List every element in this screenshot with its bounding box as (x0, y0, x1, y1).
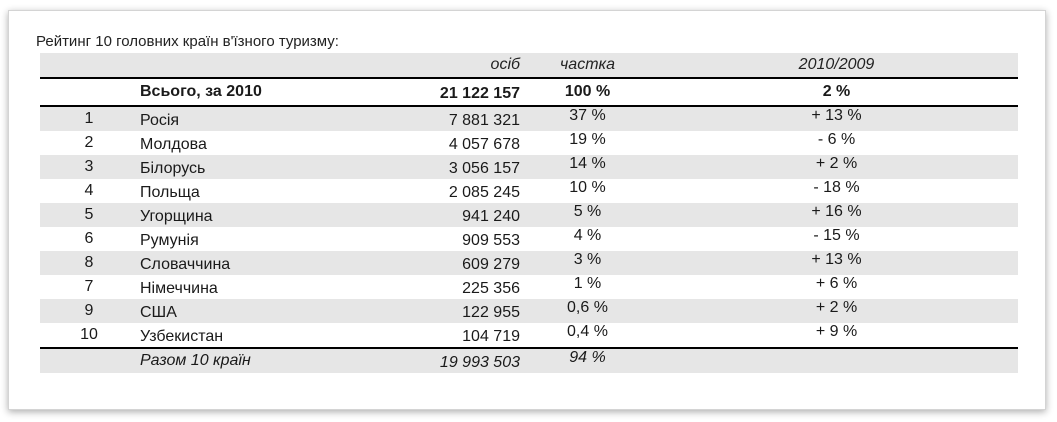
row-share-text: 4 % (573, 227, 602, 244)
header-cell-rank (40, 53, 138, 78)
row-change (655, 203, 1018, 227)
row-country (138, 251, 390, 275)
row-change (655, 131, 1018, 155)
table-row (40, 251, 1018, 275)
header-persons: осіб (390, 53, 520, 78)
row-rank: 9 (40, 299, 138, 323)
row-rank: 7 (84, 278, 94, 295)
row-persons-text: 7 881 321 (448, 112, 520, 129)
row-persons-text: 909 553 (462, 232, 520, 249)
total-persons (390, 78, 520, 106)
row-country-text: Німеччина (140, 280, 218, 297)
row-share-text: 37 % (569, 107, 606, 124)
row-persons-text: 225 356 (462, 280, 520, 297)
total-label: Всього, за 2010 (138, 78, 390, 106)
total-share: 100 % (520, 78, 655, 106)
row-share (520, 131, 655, 155)
row-persons (390, 106, 520, 131)
row-persons (390, 299, 520, 323)
row-persons (390, 251, 520, 275)
row-change-text: - 18 % (813, 179, 860, 196)
row-country (138, 106, 390, 131)
row-change (655, 227, 1018, 251)
row-country (138, 323, 390, 348)
total-persons-value: 21 122 157 (439, 85, 520, 102)
row-country-text: США (140, 304, 177, 321)
row-share-text: 1 % (573, 275, 602, 292)
row-change (655, 251, 1018, 275)
row-persons-text: 3 056 157 (448, 160, 520, 177)
table-row (40, 203, 1018, 227)
row-country (138, 155, 390, 179)
row-country (138, 275, 390, 299)
summary-row (40, 348, 1018, 373)
row-country-text: Румунія (140, 232, 199, 249)
row-persons (390, 323, 520, 348)
row-change (655, 179, 1018, 203)
row-rank: 1 (40, 106, 138, 131)
row-country (138, 227, 390, 251)
table-row (40, 106, 1018, 131)
header-row (40, 53, 1018, 78)
table-row (40, 155, 1018, 179)
row-share-text: 14 % (569, 155, 606, 172)
row-rank: 3 (40, 155, 138, 179)
row-persons-text: 609 279 (462, 256, 520, 273)
header-share: частка (520, 53, 655, 78)
row-change-text: + 2 % (815, 299, 858, 316)
summary-share-text: 94 % (569, 349, 606, 366)
table-row (40, 299, 1018, 323)
row-share (520, 299, 655, 323)
row-share (520, 251, 655, 275)
row-rank: 6 (84, 230, 94, 247)
row-persons (390, 155, 520, 179)
tourism-rating-table (40, 53, 1018, 373)
row-rank: 5 (40, 203, 138, 227)
row-country-text: Білорусь (140, 160, 206, 177)
summary-rank-cell (40, 348, 138, 373)
row-country (138, 299, 390, 323)
row-change-text: + 13 % (811, 107, 862, 124)
row-share (520, 203, 655, 227)
row-country-text: Узбекистан (140, 328, 224, 345)
total-rank-cell (40, 78, 138, 106)
row-share-text: 3 % (573, 251, 602, 268)
row-change (655, 275, 1018, 299)
row-persons (390, 227, 520, 251)
row-persons-text: 104 719 (462, 328, 520, 345)
row-rank: 8 (40, 251, 138, 275)
row-share-text: 0,6 % (567, 299, 608, 316)
row-change (655, 155, 1018, 179)
row-persons (390, 179, 520, 203)
row-country-text: Угорщина (140, 208, 213, 225)
row-persons-text: 2 085 245 (448, 184, 520, 201)
summary-label: Разом 10 країн (138, 348, 390, 373)
row-share (520, 155, 655, 179)
row-persons-text: 122 955 (462, 304, 520, 321)
table-row (40, 179, 1018, 203)
summary-share (520, 348, 655, 373)
row-country (138, 203, 390, 227)
row-persons (390, 275, 520, 299)
row-change-text: + 13 % (811, 251, 862, 268)
row-persons-text: 4 057 678 (448, 136, 520, 153)
row-change-text: + 9 % (815, 323, 858, 340)
summary-persons-text: 19 993 503 (439, 354, 520, 371)
row-share (520, 106, 655, 131)
row-change-text: - 15 % (813, 227, 860, 244)
row-country-text: Росія (140, 112, 180, 129)
row-change-text: + 6 % (815, 275, 858, 292)
row-change-text: + 2 % (815, 155, 858, 172)
row-country-text: Словаччина (140, 256, 231, 273)
row-share-text: 19 % (569, 131, 606, 148)
total-change: 2 % (655, 78, 1018, 106)
row-persons (390, 131, 520, 155)
row-country-text: Молдова (140, 136, 207, 153)
row-change (655, 299, 1018, 323)
row-rank: 2 (84, 134, 94, 151)
row-change-text: - 6 % (817, 131, 856, 148)
total-row (40, 78, 1018, 106)
header-cell-country (138, 53, 390, 78)
table-row (40, 227, 1018, 251)
row-share (520, 179, 655, 203)
table-row (40, 131, 1018, 155)
row-change (655, 106, 1018, 131)
row-persons-text: 941 240 (462, 208, 520, 225)
row-country (138, 131, 390, 155)
table-caption: Рейтинг 10 головних країн в'їзного туризму: (36, 33, 339, 50)
row-share (520, 227, 655, 251)
row-country (138, 179, 390, 203)
table-row (40, 323, 1018, 348)
row-change-text: + 16 % (811, 203, 862, 220)
row-change (655, 323, 1018, 348)
row-share (520, 323, 655, 348)
header-change: 2010/2009 (655, 53, 1018, 78)
row-share-text: 0,4 % (567, 323, 608, 340)
table-row (40, 275, 1018, 299)
summary-change-cell (655, 348, 1018, 373)
row-country-text: Польща (140, 184, 200, 201)
row-share-text: 10 % (569, 179, 606, 196)
row-rank: 4 (84, 182, 94, 199)
row-share-text: 5 % (573, 203, 602, 220)
summary-persons (390, 348, 520, 373)
row-share (520, 275, 655, 299)
row-rank: 10 (40, 323, 138, 348)
row-persons (390, 203, 520, 227)
